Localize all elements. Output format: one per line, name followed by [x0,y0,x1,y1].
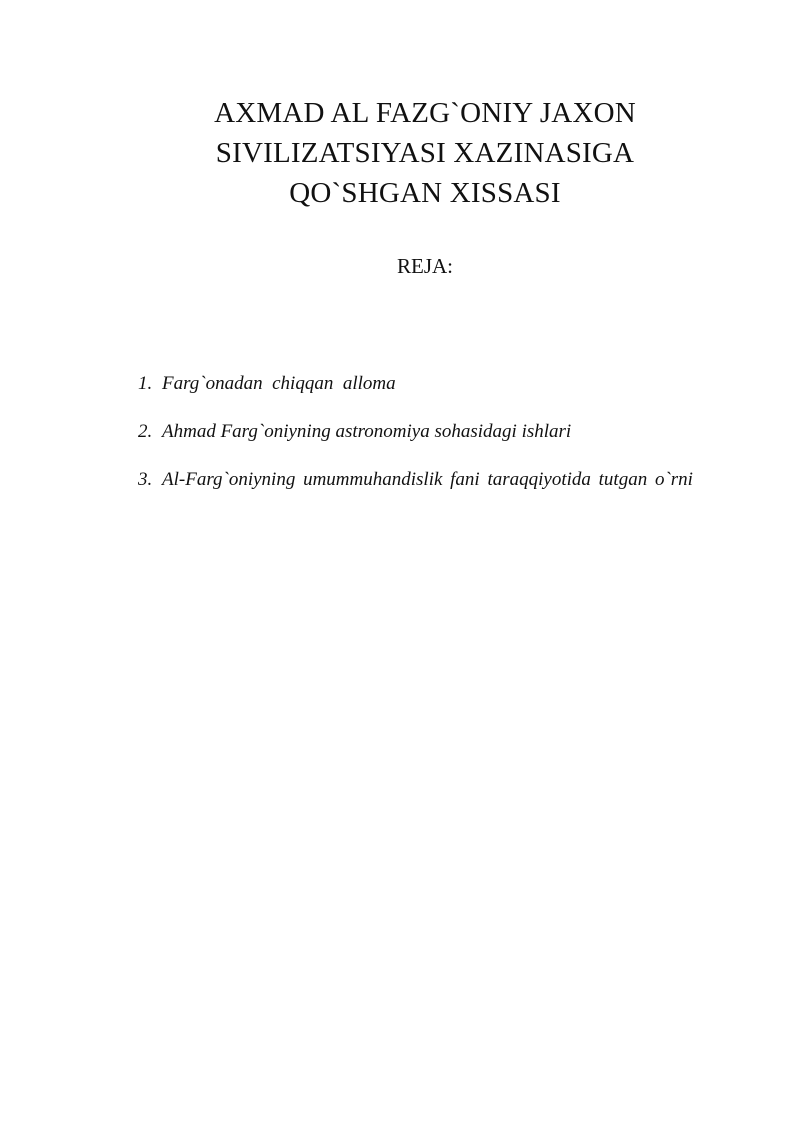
plan-item [138,408,738,456]
plan-list [138,360,738,504]
plan-item-number: 3. [138,469,153,490]
title-line: SIVILIZATSIYASI XAZINASIGA [215,137,635,170]
plan-item-number: 2. [138,421,153,442]
plan-item-text: Farg`onadan chiqqan alloma [162,373,396,394]
plan-item-number: 1. [138,373,153,394]
document-title [150,93,700,213]
plan-item [138,456,738,504]
title-line: QO`SHGAN XISSASI [289,177,561,210]
plan-item [138,360,738,408]
plan-item-text: Ahmad Farg`oniyning astronomiya sohasidagi ishlari [162,421,572,442]
title-line: AXMAD AL FAZG`ONIY JAXON [214,97,636,130]
plan-item-text: Al-Farg`oniyning umummuhandislik fani taraqqiyotida tutgan o`rni [162,469,693,490]
plan-heading: REJA: [396,254,453,278]
